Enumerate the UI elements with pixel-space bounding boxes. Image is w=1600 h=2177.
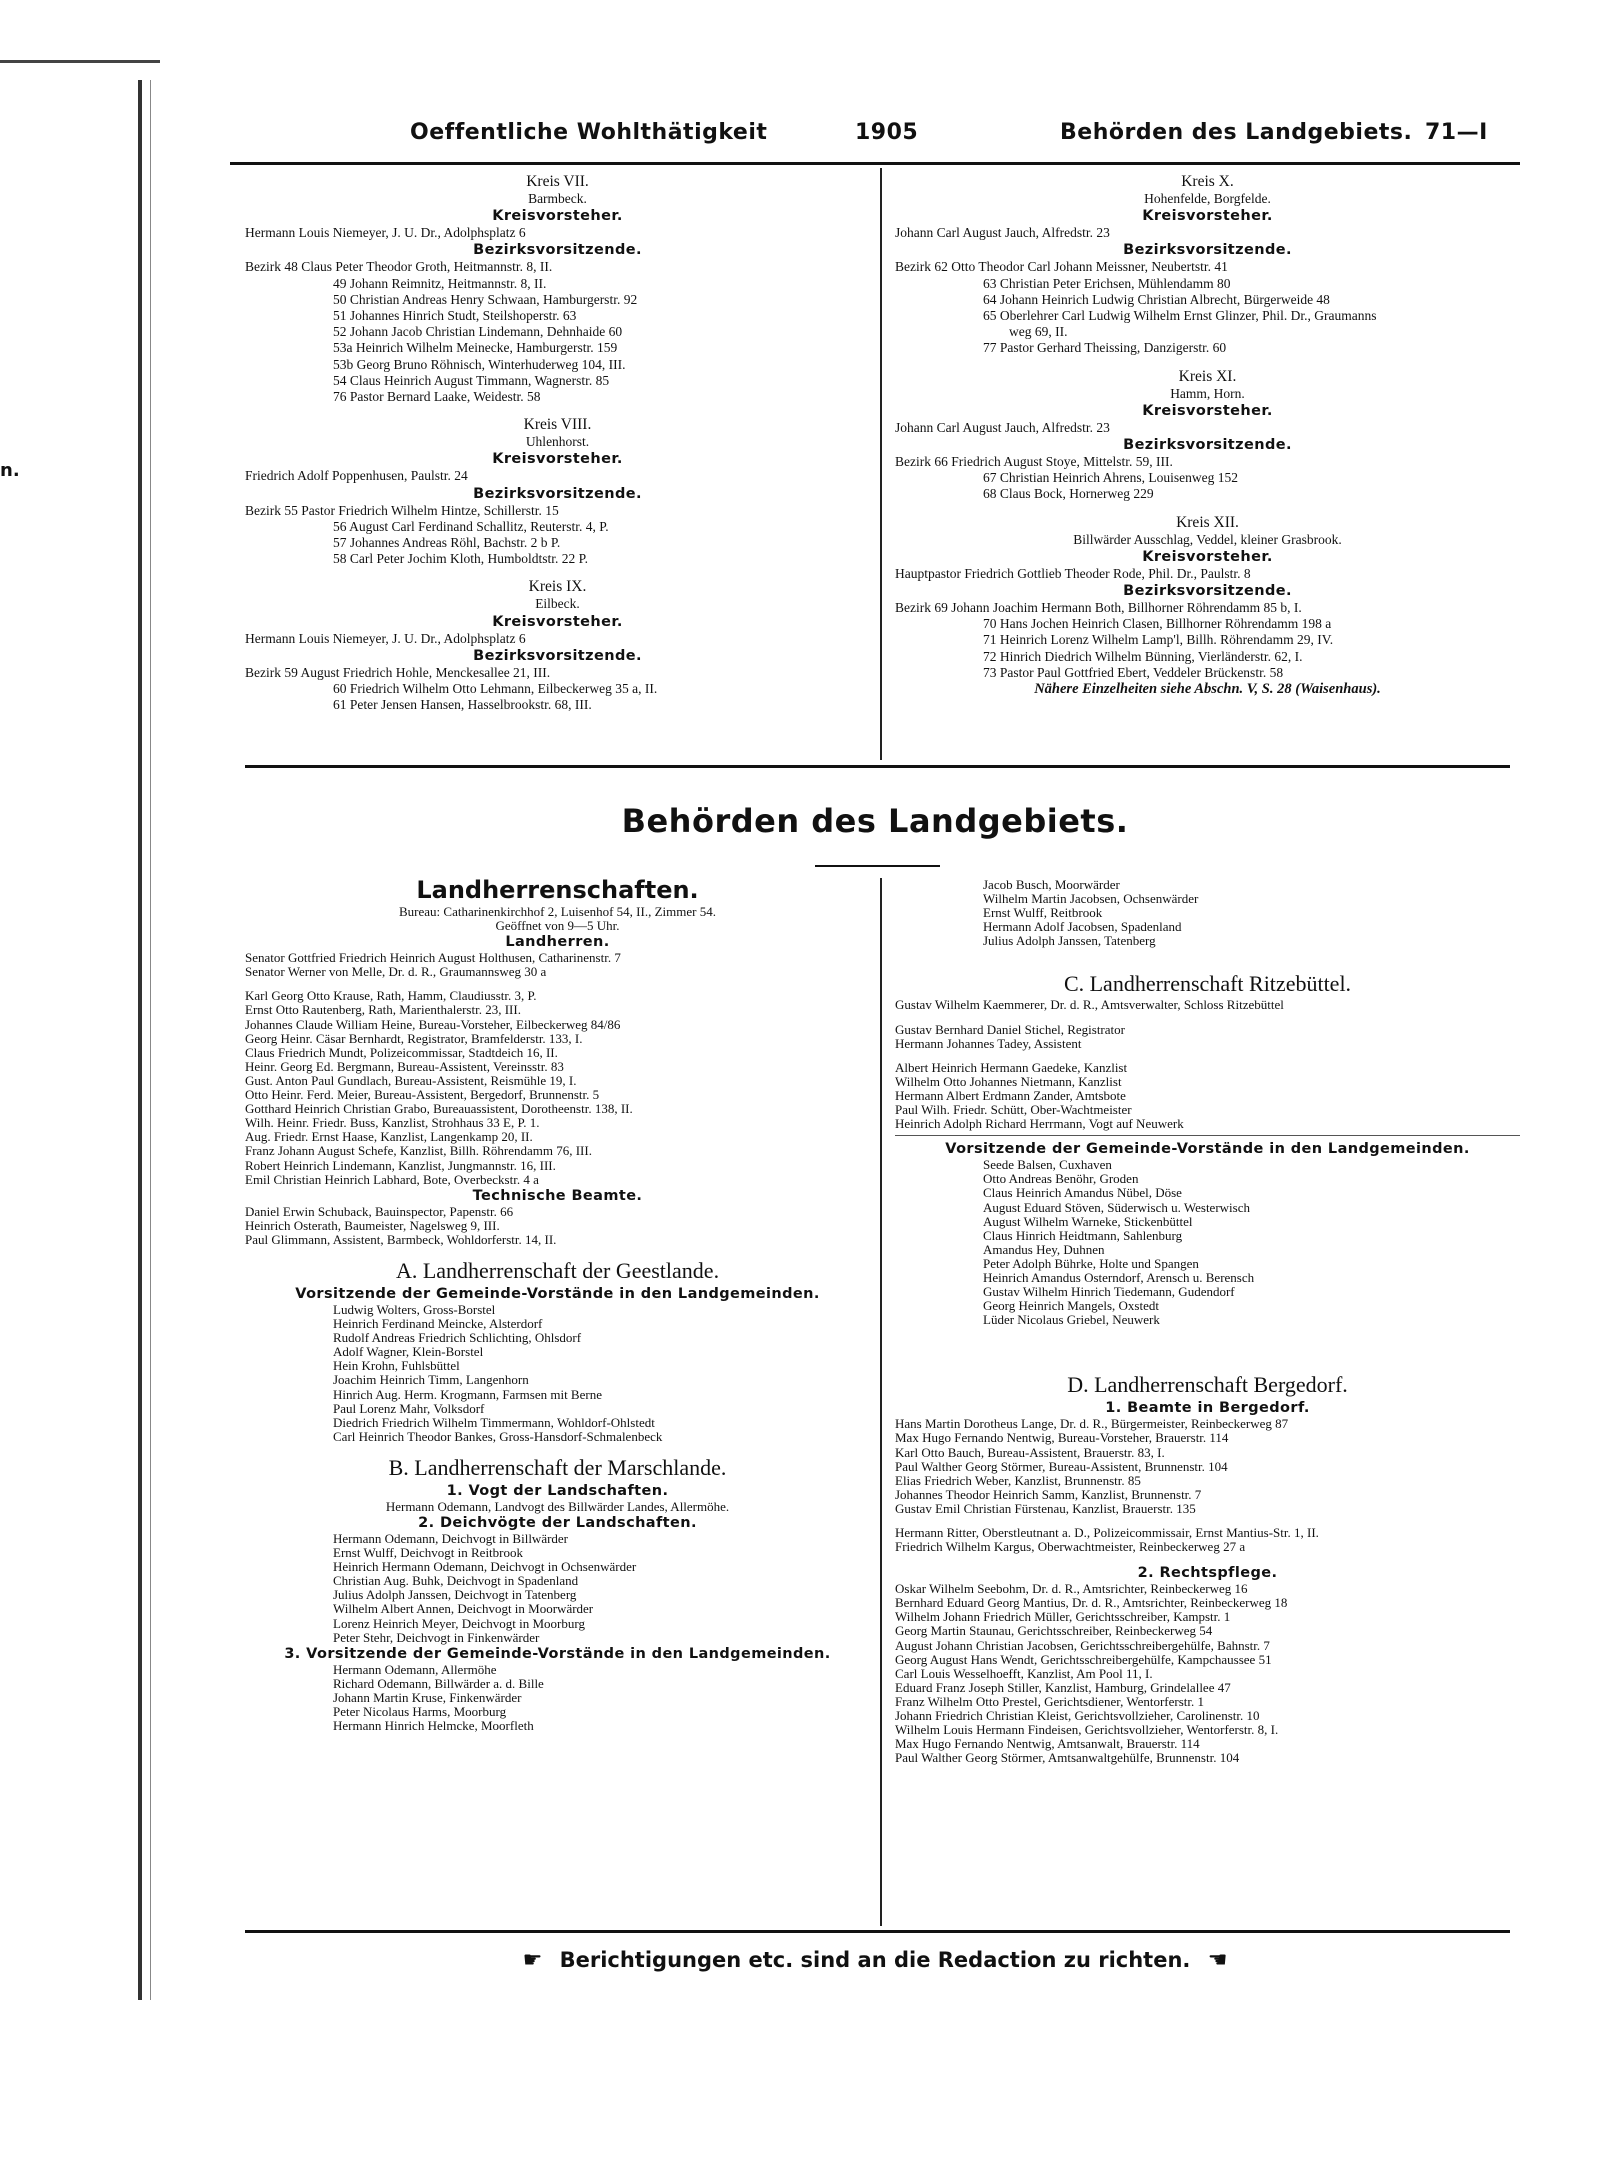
list-item: 77 Pastor Gerhard Theissing, Danzigerstr. 60: [983, 340, 1227, 356]
list-item: 52 Johann Jacob Christian Lindemann, Dehnhaide 60: [333, 324, 623, 340]
kreis-area: Barmbeck.: [528, 191, 587, 206]
list-item: Friedrich Wilhelm Kargus, Oberwachtmeister, Reinbeckerweg 27 a: [895, 1540, 1246, 1555]
list-item: Daniel Erwin Schuback, Bauinspector, Papenstr. 66: [245, 1204, 514, 1219]
list-item: 60 Friedrich Wilhelm Otto Lehmann, Eilbeckerweg 35 a, II.: [333, 681, 658, 697]
list-item: Max Hugo Fernando Nentwig, Bureau-Vorsteher, Brauerstr. 114: [895, 1431, 1229, 1446]
list-item: Georg Heinrich Mangels, Oxstedt: [983, 1299, 1159, 1314]
section-heading: Bezirksvorsitzende.: [1123, 437, 1292, 454]
list-item: Hermann Adolf Jacobsen, Spadenland: [983, 920, 1182, 935]
kreis-title: Kreis XI.: [1178, 367, 1237, 385]
kreis-title: Kreis X.: [1181, 173, 1234, 190]
landgebiet-left-column: [245, 875, 870, 1733]
list-item: 67 Christian Heinrich Ahrens, Louisenweg 152: [983, 470, 1238, 486]
running-header: [230, 120, 1520, 156]
cross-reference-note: Nähere Einzelheiten siehe Abschn. V, S. 28 (Waisenhaus).: [1034, 681, 1381, 698]
list-item: Bezirk 48 Claus Peter Theodor Groth, Heitmannstr. 8, II.: [245, 259, 553, 275]
list-item: Carl Louis Wesselhoefft, Kanzlist, Am Pool 11, I.: [895, 1666, 1153, 1681]
bureau-address: Bureau: Catharinenkirchhof 2, Luisenhof 54, II., Zimmer 54.: [399, 904, 716, 919]
list-item: 76 Pastor Bernard Laake, Weidestr. 58: [333, 389, 541, 405]
list-item: 53b Georg Bruno Röhnisch, Winterhuderweg 104, III.: [333, 356, 626, 372]
section-heading: Landherren.: [505, 934, 610, 951]
list-item: Ludwig Wolters, Gross-Borstel: [333, 1302, 496, 1317]
header-section: Oeffentliche Wohlthätigkeit: [410, 120, 768, 145]
page-number: 71—I: [1425, 120, 1488, 145]
list-item: Bezirk 59 August Friedrich Hohle, Menckesallee 21, III.: [245, 664, 551, 680]
kreis-title: Kreis IX.: [528, 578, 587, 596]
binding-edge-thin: [150, 80, 151, 2000]
list-item: Bernhard Eduard Georg Mantius, Dr. d. R., Amtsrichter, Reinbeckerweg 18: [895, 1596, 1288, 1611]
kreisvorsteher: Johann Carl August Jauch, Alfredstr. 23: [895, 419, 1110, 435]
list-item: 72 Hinrich Diedrich Wilhelm Bünning, Vierländerstr. 62, I.: [983, 648, 1303, 664]
marschlande-title: B. Landherrenschaft der Marschlande.: [388, 1454, 727, 1480]
section-heading: 1. Vogt der Landschaften.: [446, 1482, 669, 1499]
section-heading: Vorsitzende der Gemeinde-Vorstände in den Landgemeinden.: [945, 1141, 1470, 1158]
list-item: 58 Carl Peter Jochim Kloth, Humboldtstr. 22 P.: [333, 551, 588, 567]
list-item: weg 69, II.: [1009, 324, 1068, 340]
kreisvorsteher: Hermann Louis Niemeyer, J. U. Dr., Adolphsplatz 6: [245, 630, 526, 646]
list-item: Paul Lorenz Mahr, Volksdorf: [333, 1401, 485, 1416]
section-heading: Bezirksvorsitzende.: [1123, 583, 1292, 600]
list-item: Claus Hinrich Heidtmann, Sahlenburg: [983, 1228, 1183, 1243]
footer-rule: [245, 1930, 1510, 1933]
section-rule: [245, 765, 1510, 768]
list-item: Joachim Heinrich Timm, Langenhorn: [333, 1373, 529, 1388]
amtsverwalter: Gustav Wilhelm Kaemmerer, Dr. d. R., Amtsverwalter, Schloss Ritzebüttel: [895, 998, 1284, 1013]
list-item: Ernst Wulff, Reitbrook: [983, 906, 1103, 921]
kreis-area: Billwärder Ausschlag, Veddel, kleiner Grasbrook.: [1073, 531, 1342, 547]
list-item: Johann Friedrich Christian Kleist, Gerichtsvollzieher, Carolinenstr. 10: [895, 1709, 1260, 1724]
list-item: Johannes Claude William Heine, Bureau-Vorsteher, Eilbeckerweg 84/86: [245, 1017, 621, 1032]
list-item: 54 Claus Heinrich August Timmann, Wagnerstr. 85: [333, 372, 610, 388]
section-heading: 2. Rechtspflege.: [1137, 1565, 1278, 1582]
list-item: Paul Walther Georg Störmer, Bureau-Assistent, Brunnenstr. 104: [895, 1459, 1228, 1474]
list-item: Senator Gottfried Friedrich Heinrich August Holthusen, Catharinenstr. 7: [245, 951, 621, 966]
list-item: Richard Odemann, Billwärder a. d. Bille: [333, 1676, 544, 1691]
list-item: Gustav Wilhelm Hinrich Tiedemann, Gudendorf: [983, 1285, 1235, 1300]
kreisvorsteher: Friedrich Adolf Poppenhusen, Paulstr. 24: [245, 468, 468, 484]
list-item: Paul Glimmann, Assistent, Barmbeck, Wohldorferstr. 14, II.: [245, 1232, 557, 1247]
list-item: Franz Johann August Schefe, Kanzlist, Billh. Röhrendamm 76, III.: [245, 1144, 592, 1159]
list-item: Georg August Hans Wendt, Gerichtsschreibergehülfe, Kampchaussee 51: [895, 1652, 1272, 1667]
list-item: Hermann Odemann, Deichvogt in Billwärder: [333, 1532, 569, 1546]
list-item: Bezirk 69 Johann Joachim Hermann Both, Billhorner Röhrendamm 85 b, I.: [895, 600, 1302, 616]
kreisvorsteher: Hauptpastor Friedrich Gottlieb Theoder Rode, Phil. Dr., Paulstr. 8: [895, 565, 1251, 581]
list-item: Hermann Johannes Tadey, Assistent: [895, 1036, 1082, 1051]
list-item: Ernst Otto Rautenberg, Rath, Marienthalerstr. 23, III.: [245, 1003, 521, 1018]
list-item: August Eduard Stöven, Süderwisch u. Westerwisch: [983, 1200, 1250, 1215]
list-item: Ernst Wulff, Deichvogt in Reitbrook: [333, 1546, 523, 1561]
list-item: Paul Walther Georg Störmer, Amtsanwaltgehülfe, Brunnenstr. 104: [895, 1751, 1240, 1766]
list-item: 50 Christian Andreas Henry Schwaan, Hamburgerstr. 92: [333, 291, 638, 307]
list-item: Wilh. Heinr. Friedr. Buss, Kanzlist, Strohhaus 33 E, P. 1.: [245, 1116, 540, 1131]
section-heading: 3. Vorsitzende der Gemeinde-Vorstände in den Landgemeinden.: [284, 1645, 831, 1662]
kreis-area: Eilbeck.: [535, 596, 580, 612]
list-item: Heinrich Adolph Richard Herrmann, Vogt auf Neuwerk: [895, 1117, 1184, 1132]
list-item: 68 Claus Bock, Hornerweg 229: [983, 486, 1154, 502]
section-heading: Kreisvorsteher.: [1142, 402, 1273, 419]
list-item: Rudolf Andreas Friedrich Schlichting, Ohlsdorf: [333, 1331, 582, 1346]
list-item: 57 Johannes Andreas Röhl, Bachstr. 2 b P.: [333, 535, 561, 551]
header-topic: Behörden des Landgebiets.: [1060, 120, 1413, 145]
list-item: Lorenz Heinrich Meyer, Deichvogt in Moorburg: [333, 1616, 585, 1631]
list-item: Christian Aug. Buhk, Deichvogt in Spadenland: [333, 1574, 579, 1589]
list-item: Wilhelm Johann Friedrich Müller, Gerichtsschreiber, Kampstr. 1: [895, 1610, 1231, 1625]
geestlande-title: A. Landherrenschaft der Geestlande.: [395, 1257, 720, 1283]
list-item: Diedrich Friedrich Wilhelm Timmermann, Wohldorf-Ohlstedt: [333, 1415, 655, 1430]
divider: [895, 1135, 1520, 1136]
list-item: Carl Heinrich Theodor Bankes, Gross-Hansdorf-Schmalenbeck: [333, 1429, 663, 1444]
bergedorf-title: D. Landherrenschaft Bergedorf.: [1067, 1372, 1348, 1398]
section-heading: 2. Deichvögte der Landschaften.: [418, 1515, 697, 1531]
list-item: Bezirk 55 Pastor Friedrich Wilhelm Hintze, Schillerstr. 15: [245, 502, 559, 518]
header-rule: [230, 162, 1520, 165]
list-item: Heinrich Amandus Osterndorf, Arensch u. Berensch: [983, 1270, 1255, 1285]
kreis-area: Uhlenhorst.: [525, 434, 590, 450]
list-item: Hinrich Aug. Herm. Krogmann, Farmsen mit Berne: [333, 1387, 602, 1402]
page-title: Behörden des Landgebiets.: [621, 802, 1129, 840]
list-item: Aug. Friedr. Ernst Haase, Kanzlist, Langenkamp 20, II.: [245, 1130, 533, 1145]
landgebiet-right-column: [895, 878, 1520, 1765]
list-item: Heinrich Ferdinand Meincke, Alsterdorf: [333, 1317, 543, 1332]
left-page-margin: [0, 0, 145, 2177]
list-item: Oskar Wilhelm Seebohm, Dr. d. R., Amtsrichter, Reinbeckerweg 16: [895, 1582, 1248, 1597]
list-item: 73 Pastor Paul Gottfried Ebert, Veddeler Brückenstr. 58: [983, 664, 1284, 680]
list-item: Albert Heinrich Hermann Gaedeke, Kanzlist: [895, 1060, 1128, 1075]
opening-hours: Geöffnet von 9—5 Uhr.: [495, 918, 620, 934]
landherrenschaften-title: Landherrenschaften.: [416, 876, 699, 904]
list-item: 61 Peter Jensen Hansen, Hasselbrookstr. 68, III.: [333, 697, 592, 713]
list-item: Gust. Anton Paul Gundlach, Bureau-Assistent, Reismühle 19, I.: [245, 1073, 577, 1088]
list-item: Hans Martin Dorotheus Lange, Dr. d. R., Bürgermeister, Reinbeckerweg 87: [895, 1417, 1289, 1432]
list-item: Johann Martin Kruse, Finkenwärder: [333, 1690, 522, 1705]
list-item: Gotthard Heinrich Christian Grabo, Bureauassistent, Dorotheenstr. 138, II.: [245, 1102, 633, 1117]
list-item: Claus Heinrich Amandus Nübel, Döse: [983, 1186, 1182, 1201]
section-heading: Kreisvorsteher.: [492, 451, 623, 468]
list-item: 53a Heinrich Wilhelm Meinecke, Hamburgerstr. 159: [333, 340, 618, 356]
kreisvorsteher: Johann Carl August Jauch, Alfredstr. 23: [895, 225, 1110, 241]
list-item: Georg Heinr. Cäsar Bernhardt, Registrator, Bramfelderstr. 133, I.: [245, 1031, 583, 1046]
kreis-title: Kreis XII.: [1176, 513, 1239, 531]
list-item: Otto Andreas Benöhr, Groden: [983, 1172, 1139, 1187]
section-heading: Bezirksvorsitzende.: [473, 242, 642, 259]
list-item: 49 Johann Reimnitz, Heitmannstr. 8, II.: [333, 275, 547, 291]
list-item: Peter Nicolaus Harms, Moorburg: [333, 1705, 507, 1720]
column-divider-bottom: [880, 878, 882, 1926]
list-item: Elias Friedrich Weber, Kanzlist, Brunnenstr. 85: [895, 1473, 1141, 1488]
list-item: 70 Hans Jochen Heinrich Clasen, Billhorner Röhrendamm 198 a: [983, 616, 1332, 632]
list-item: Johannes Theodor Heinrich Samm, Kanzlist, Brunnenstr. 7: [895, 1487, 1202, 1502]
section-heading: Kreisvorsteher.: [492, 613, 623, 630]
list-item: 71 Heinrich Lorenz Wilhelm Lamp'l, Billh. Röhrendamm 29, IV.: [983, 632, 1334, 648]
list-item: Heinrich Hermann Odemann, Deichvogt in Ochsenwärder: [333, 1560, 637, 1575]
section-heading: Technische Beamte.: [472, 1187, 643, 1204]
page-edge: [0, 60, 160, 63]
pointing-hand-left-icon: ☚: [1207, 1948, 1228, 1973]
list-item: Heinrich Osterath, Baumeister, Nagelsweg 9, III.: [245, 1218, 500, 1233]
list-item: Gustav Bernhard Daniel Stichel, Registrator: [895, 1022, 1125, 1037]
list-item: Julius Adolph Janssen, Deichvogt in Tatenberg: [333, 1588, 577, 1603]
kreise-right-column: [895, 172, 1520, 697]
list-item: Hermann Hinrich Helmcke, Moorfleth: [333, 1719, 534, 1734]
title-rule: [815, 865, 940, 867]
list-item: 64 Johann Heinrich Ludwig Christian Albrecht, Bürgerweide 48: [983, 291, 1330, 307]
list-item: August Wilhelm Warneke, Stickenbüttel: [983, 1214, 1193, 1229]
list-item: Julius Adolph Janssen, Tatenberg: [983, 934, 1156, 949]
list-item: Peter Adolph Bührke, Holte und Spangen: [983, 1256, 1199, 1271]
header-year: 1905: [855, 120, 919, 145]
list-item: Emil Christian Heinrich Labhard, Bote, Overbeckstr. 4 a: [245, 1172, 539, 1187]
section-heading: Bezirksvorsitzende.: [473, 647, 642, 664]
list-item: Eduard Franz Joseph Stiller, Kanzlist, Hamburg, Grindelallee 47: [895, 1680, 1231, 1695]
list-item: 65 Oberlehrer Carl Ludwig Wilhelm Ernst Glinzer, Phil. Dr., Graumanns: [983, 308, 1377, 324]
ritzebuettel-title: C. Landherrenschaft Ritzebüttel.: [1063, 971, 1352, 997]
list-item: Hein Krohn, Fuhlsbüttel: [333, 1359, 460, 1374]
list-item: Adolf Wagner, Klein-Borstel: [333, 1345, 484, 1360]
list-item: Bezirk 62 Otto Theodor Carl Johann Meissner, Neubertstr. 41: [895, 259, 1228, 275]
kreis-title: Kreis VIII.: [523, 416, 592, 434]
section-heading: Kreisvorsteher.: [1142, 208, 1273, 225]
kreisvorsteher: Hermann Louis Niemeyer, J. U. Dr., Adolphsplatz 6: [245, 225, 526, 241]
list-item: Max Hugo Fernando Nentwig, Amtsanwalt, Brauerstr. 114: [895, 1737, 1200, 1752]
section-heading: Bezirksvorsitzende.: [1123, 242, 1292, 259]
kreis-area: Hohenfelde, Borgfelde.: [1144, 191, 1271, 206]
page: [230, 100, 1520, 2100]
list-item: Franz Wilhelm Otto Prestel, Gerichtsdiener, Wentorferstr. 1: [895, 1694, 1204, 1709]
pointing-hand-right-icon: ☛: [522, 1948, 543, 1973]
list-item: Heinr. Georg Ed. Bergmann, Bureau-Assistent, Vereinsstr. 83: [245, 1059, 564, 1074]
column-divider-top: [880, 168, 882, 760]
list-item: Seede Balsen, Cuxhaven: [983, 1158, 1112, 1173]
section-heading: Vorsitzende der Gemeinde-Vorstände in den Landgemeinden.: [295, 1285, 820, 1302]
list-item: Senator Werner von Melle, Dr. d. R., Graumannsweg 30 a: [245, 965, 547, 980]
list-item: Peter Stehr, Deichvogt in Finkenwärder: [333, 1630, 540, 1645]
footer-text: Berichtigungen etc. sind an die Redaction zu richten.: [559, 1948, 1191, 1972]
list-item: Hermann Odemann, Allermöhe: [333, 1662, 497, 1677]
section-heading: 1. Beamte in Bergedorf.: [1105, 1400, 1310, 1417]
list-item: Paul Wilh. Friedr. Schütt, Ober-Wachtmeister: [895, 1103, 1132, 1118]
list-item: 56 August Carl Ferdinand Schallitz, Reuterstr. 4, P.: [333, 518, 609, 534]
list-item: 51 Johannes Hinrich Studt, Steilshoperstr. 63: [333, 308, 577, 324]
footer-notice: [230, 1948, 1520, 1973]
binding-edge: [138, 80, 142, 2000]
list-item: Georg Martin Staunau, Gerichtsschreiber, Reinbeckerweg 54: [895, 1624, 1213, 1639]
list-item: Jacob Busch, Moorwärder: [983, 878, 1120, 892]
list-item: Wilhelm Martin Jacobsen, Ochsenwärder: [983, 892, 1199, 907]
section-heading: Bezirksvorsitzende.: [473, 485, 642, 502]
list-item: August Johann Christian Jacobsen, Gerichtsschreibergehülfe, Bahnstr. 7: [895, 1638, 1270, 1653]
list-item: Karl Georg Otto Krause, Rath, Hamm, Claudiusstr. 3, P.: [245, 989, 537, 1004]
list-item: Hermann Ritter, Oberstleutnant a. D., Polizeicommissair, Ernst Mantius-Str. 1, II.: [895, 1526, 1319, 1540]
list-item: Gustav Emil Christian Fürstenau, Kanzlist, Brauerstr. 135: [895, 1501, 1196, 1516]
list-item: Wilhelm Albert Annen, Deichvogt in Moorwärder: [333, 1602, 594, 1617]
kreise-left-column: [245, 172, 870, 713]
kreis-title: Kreis VII.: [526, 173, 589, 190]
list-item: Wilhelm Louis Hermann Findeisen, Gerichtsvollzieher, Wentorferstr. 8, I.: [895, 1723, 1279, 1738]
list-item: Amandus Hey, Duhnen: [983, 1242, 1105, 1257]
list-item: Claus Friedrich Mundt, Polizeicommissar, Stadtdeich 16, II.: [245, 1045, 558, 1060]
list-item: 63 Christian Peter Erichsen, Mühlendamm 80: [983, 275, 1231, 291]
list-item: Robert Heinrich Lindemann, Kanzlist, Jungmannstr. 16, III.: [245, 1158, 556, 1173]
list-item: Karl Otto Bauch, Bureau-Assistent, Brauerstr. 83, I.: [895, 1445, 1165, 1460]
section-heading: Kreisvorsteher.: [1142, 548, 1273, 565]
stray-text: n.: [0, 460, 20, 481]
list-item: Otto Heinr. Ferd. Meier, Bureau-Assistent, Bergedorf, Brunnenstr. 5: [245, 1088, 600, 1103]
section-heading: Kreisvorsteher.: [492, 208, 623, 225]
list-item: Hermann Albert Erdmann Zander, Amtsbote: [895, 1088, 1126, 1103]
kreis-area: Hamm, Horn.: [1170, 385, 1245, 401]
list-item: Lüder Nicolaus Griebel, Neuwerk: [983, 1313, 1160, 1328]
list-item: Wilhelm Otto Johannes Nietmann, Kanzlist: [895, 1074, 1122, 1089]
list-item: Hermann Odemann, Landvogt des Billwärder Landes, Allermöhe.: [385, 1498, 730, 1514]
list-item: Bezirk 66 Friedrich August Stoye, Mittelstr. 59, III.: [895, 454, 1173, 470]
